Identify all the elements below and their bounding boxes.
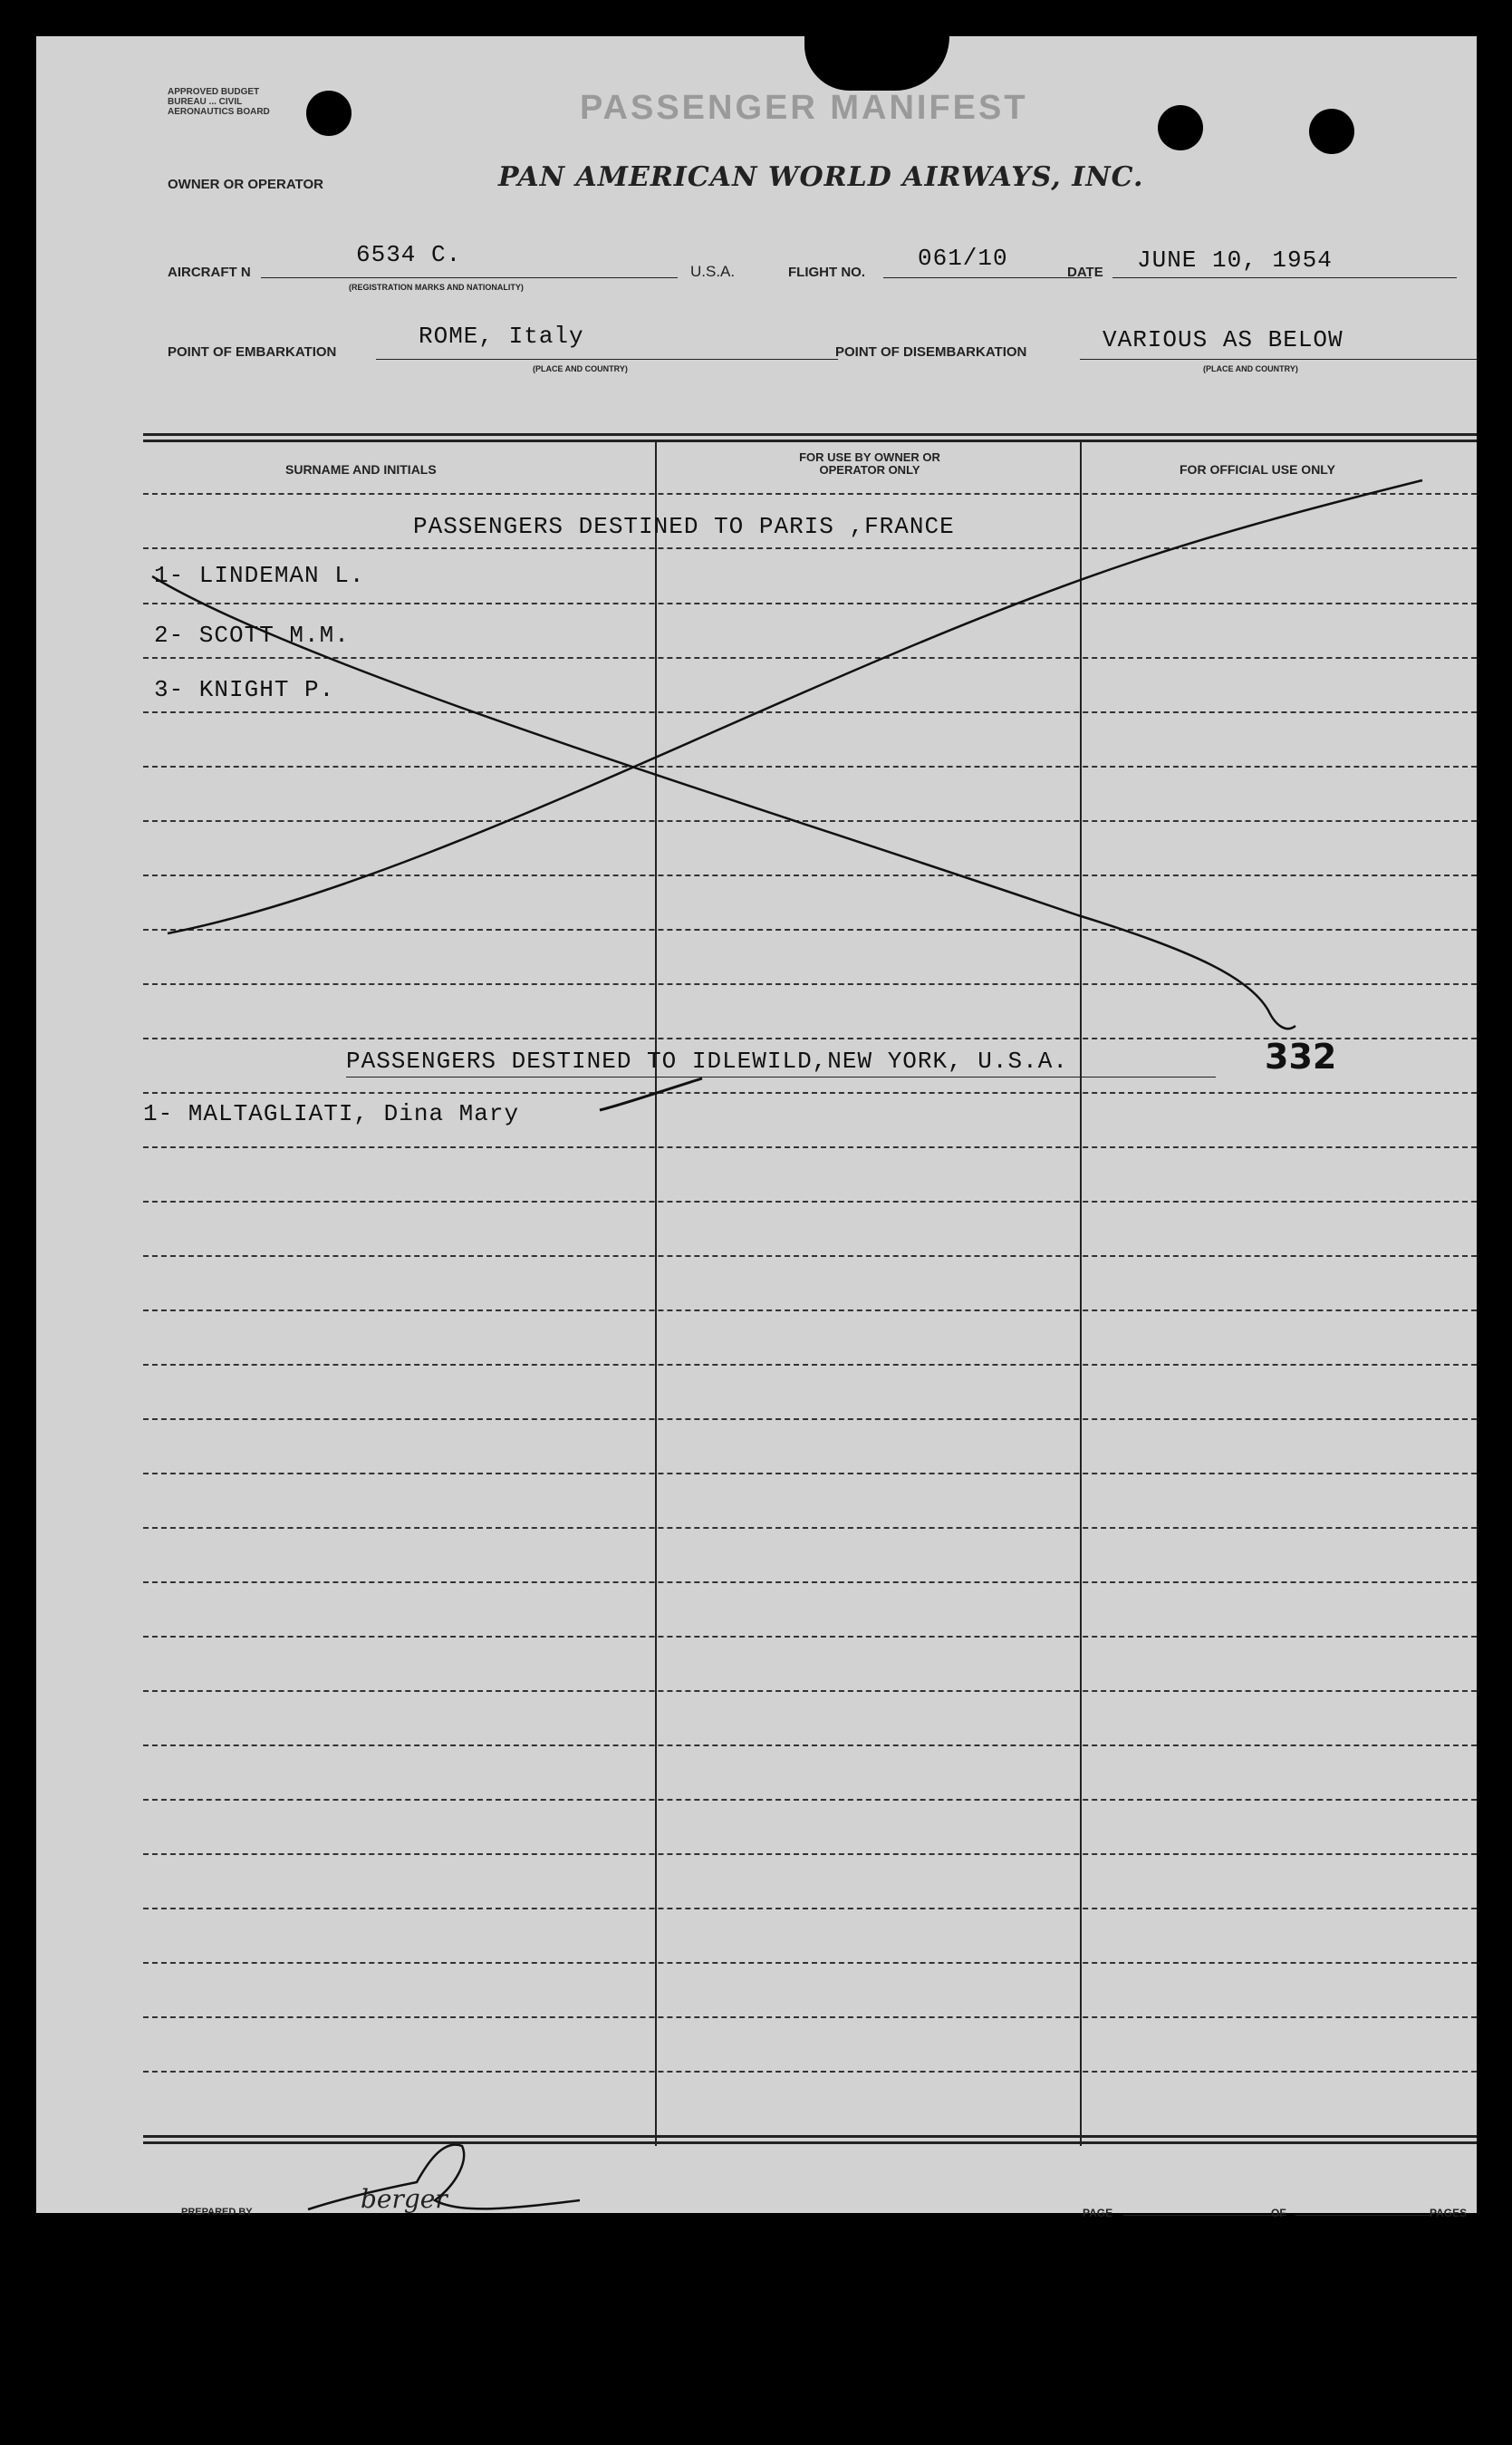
date-label: DATE [1067, 265, 1103, 280]
flight-label: FLIGHT NO. [788, 265, 865, 280]
nationality-label: U.S.A. [690, 263, 736, 280]
owner-label: OWNER OR OPERATOR [168, 177, 323, 192]
handwritten-strokes [36, 36, 1477, 2213]
disembarkation-value: VARIOUS AS BELOW [1103, 326, 1343, 353]
airline-name: PAN AMERICAN WORLD AIRWAYS, INC. [498, 161, 1144, 193]
passenger-row: 3- KNIGHT P. [154, 676, 335, 703]
disembarkation-label: POINT OF DISEMBARKATION [835, 344, 1027, 360]
column-header-surname: SURNAME AND INITIALS [285, 462, 437, 477]
disembarkation-sublabel: (PLACE AND COUNTRY) [1203, 364, 1298, 373]
embarkation-sublabel: (PLACE AND COUNTRY) [533, 364, 628, 373]
embarkation-value: ROME, Italy [419, 323, 584, 350]
signature-flourish [308, 2145, 580, 2209]
column-header-owner-use: FOR USE BY OWNER OR OPERATOR ONLY [799, 450, 940, 477]
group-heading-paris: PASSENGERS DESTINED TO PARIS ,FRANCE [413, 513, 955, 540]
group-heading-new-york: PASSENGERS DESTINED TO IDLEWILD,NEW YORK, U.S.A. [346, 1048, 1068, 1075]
signature: berger [361, 2184, 448, 2214]
flight-date: JUNE 10, 1954 [1137, 246, 1333, 274]
flight-number: 061/10 [918, 245, 1008, 272]
column-header-official-use: FOR OFFICIAL USE ONLY [1180, 462, 1335, 477]
embarkation-label: POINT OF EMBARKATION [168, 344, 337, 360]
pages-label: PAGES [1430, 2207, 1468, 2219]
page-underline [1123, 2215, 1286, 2216]
page-label: PAGE [1083, 2207, 1113, 2219]
form-title: PASSENGER MANIFEST [580, 89, 1028, 127]
prepared-by-label: PREPARED BY [181, 2207, 253, 2218]
handwritten-number: 332 [1265, 1037, 1337, 1077]
aircraft-label: AIRCRAFT N [168, 265, 251, 280]
check-mark [600, 1078, 702, 1110]
registration-sublabel: (REGISTRATION MARKS AND NATIONALITY) [349, 283, 524, 292]
passenger-row: 1- MALTAGLIATI, Dina Mary [143, 1100, 520, 1127]
manifest-sheet [36, 36, 1477, 2219]
approval-stamp: APPROVED BUDGET BUREAU ... CIVIL AERONAUTICS BOARD [168, 87, 270, 117]
cross-out-stroke [168, 480, 1422, 933]
cross-out-stroke [152, 576, 1295, 1029]
passenger-row: 1- LINDEMAN L. [154, 562, 365, 589]
of-underline [1295, 2215, 1431, 2216]
of-label: OF [1271, 2207, 1286, 2219]
passenger-row: 2- SCOTT M.M. [154, 622, 350, 649]
aircraft-number: 6534 C. [356, 241, 462, 268]
